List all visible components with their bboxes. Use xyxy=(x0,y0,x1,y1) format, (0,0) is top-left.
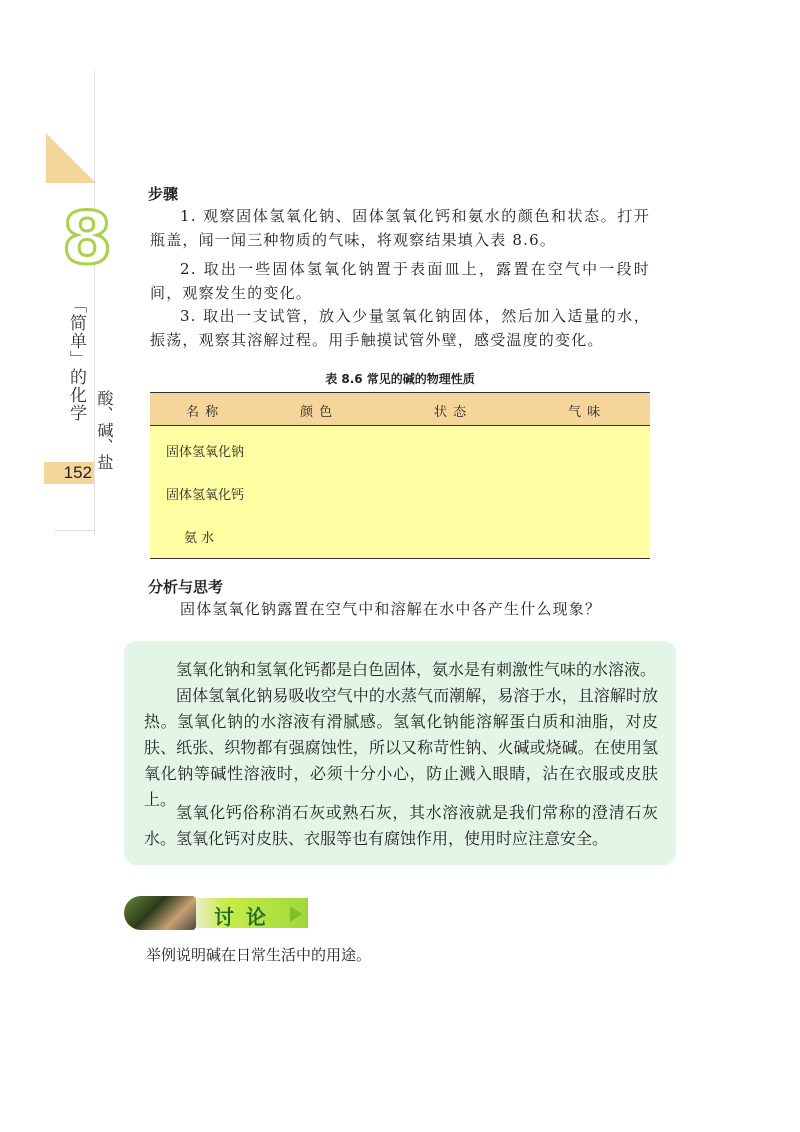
analysis-heading: 分析与思考 xyxy=(148,578,224,596)
step-2: 2. 取出一些固体氢氧化钠置于表面皿上，露置在空气中一段时间，观察发生的变化。 xyxy=(150,260,650,302)
steps-heading: 步骤 xyxy=(148,185,179,203)
info-paragraph-2: 固体氢氧化钠易吸收空气中的水蒸气而潮解，易溶于水，且溶解时放热。氢氧化钠的水溶液有滑腻感。氢氧化钠能溶解蛋白质和油脂，对皮肤、纸张、织物都有强腐蚀性，所以又称苛性钠、火碱或烧碱。在使用氢氧化钠等碱性溶液时，必须十分小心，防止溅入眼睛，沾在衣服或皮肤上。 xyxy=(144,686,658,809)
discussion-photo xyxy=(124,896,196,930)
chapter-number: 8 xyxy=(62,196,113,280)
table-header xyxy=(150,393,650,426)
table-caption: 表 8.6 常见的碱的物理性质 xyxy=(325,372,475,386)
chapter-subtitle: 酸、碱、盐 xyxy=(95,390,114,470)
info-paragraph-3: 氢氧化钙俗称消石灰或熟石灰，其水溶液就是我们常称的澄清石灰水。氢氧化钙对皮肤、衣服等也有腐蚀作用，使用时应注意安全。 xyxy=(144,803,658,848)
chapter-title: 「简单」的化学 xyxy=(66,296,86,422)
arrow-icon xyxy=(290,906,302,922)
step-1: 1. 观察固体氢氧化钠、固体氢氧化钙和氨水的颜色和状态。打开瓶盖，闻一闻三种物质的气味，将观察结果填入表 8.6。 xyxy=(150,207,650,249)
sidebar-footer-frame xyxy=(54,482,95,531)
page-number: 152 xyxy=(44,462,94,484)
properties-table xyxy=(150,392,650,559)
discussion-banner xyxy=(124,896,310,932)
table-row: 固体氢氧化钠 xyxy=(166,445,245,460)
header-odor: 气 味 xyxy=(568,405,602,420)
discussion-text: 举例说明碱在日常生活中的用途。 xyxy=(146,946,372,964)
header-color: 颜 色 xyxy=(300,405,334,420)
info-paragraph-1: 氢氧化钠和氢氧化钙都是白色固体，氨水是有刺激性气味的水溶液。 xyxy=(176,660,657,679)
chapter-sidebar xyxy=(44,70,114,540)
step-3: 3. 取出一支试管，放入少量氢氧化钠固体，然后加入适量的水，振荡，观察其溶解过程。用手触摸试管外壁，感受温度的变化。 xyxy=(150,307,650,349)
header-name: 名 称 xyxy=(186,405,220,420)
corner-triangle xyxy=(46,133,96,183)
table-row: 氨 水 xyxy=(184,531,215,546)
table-row: 固体氢氧化钙 xyxy=(166,488,245,503)
analysis-question: 固体氢氧化钠露置在空气中和溶解在水中各产生什么现象？ xyxy=(180,600,602,618)
discussion-label: 讨论 xyxy=(214,905,278,929)
header-state: 状 态 xyxy=(434,405,468,420)
